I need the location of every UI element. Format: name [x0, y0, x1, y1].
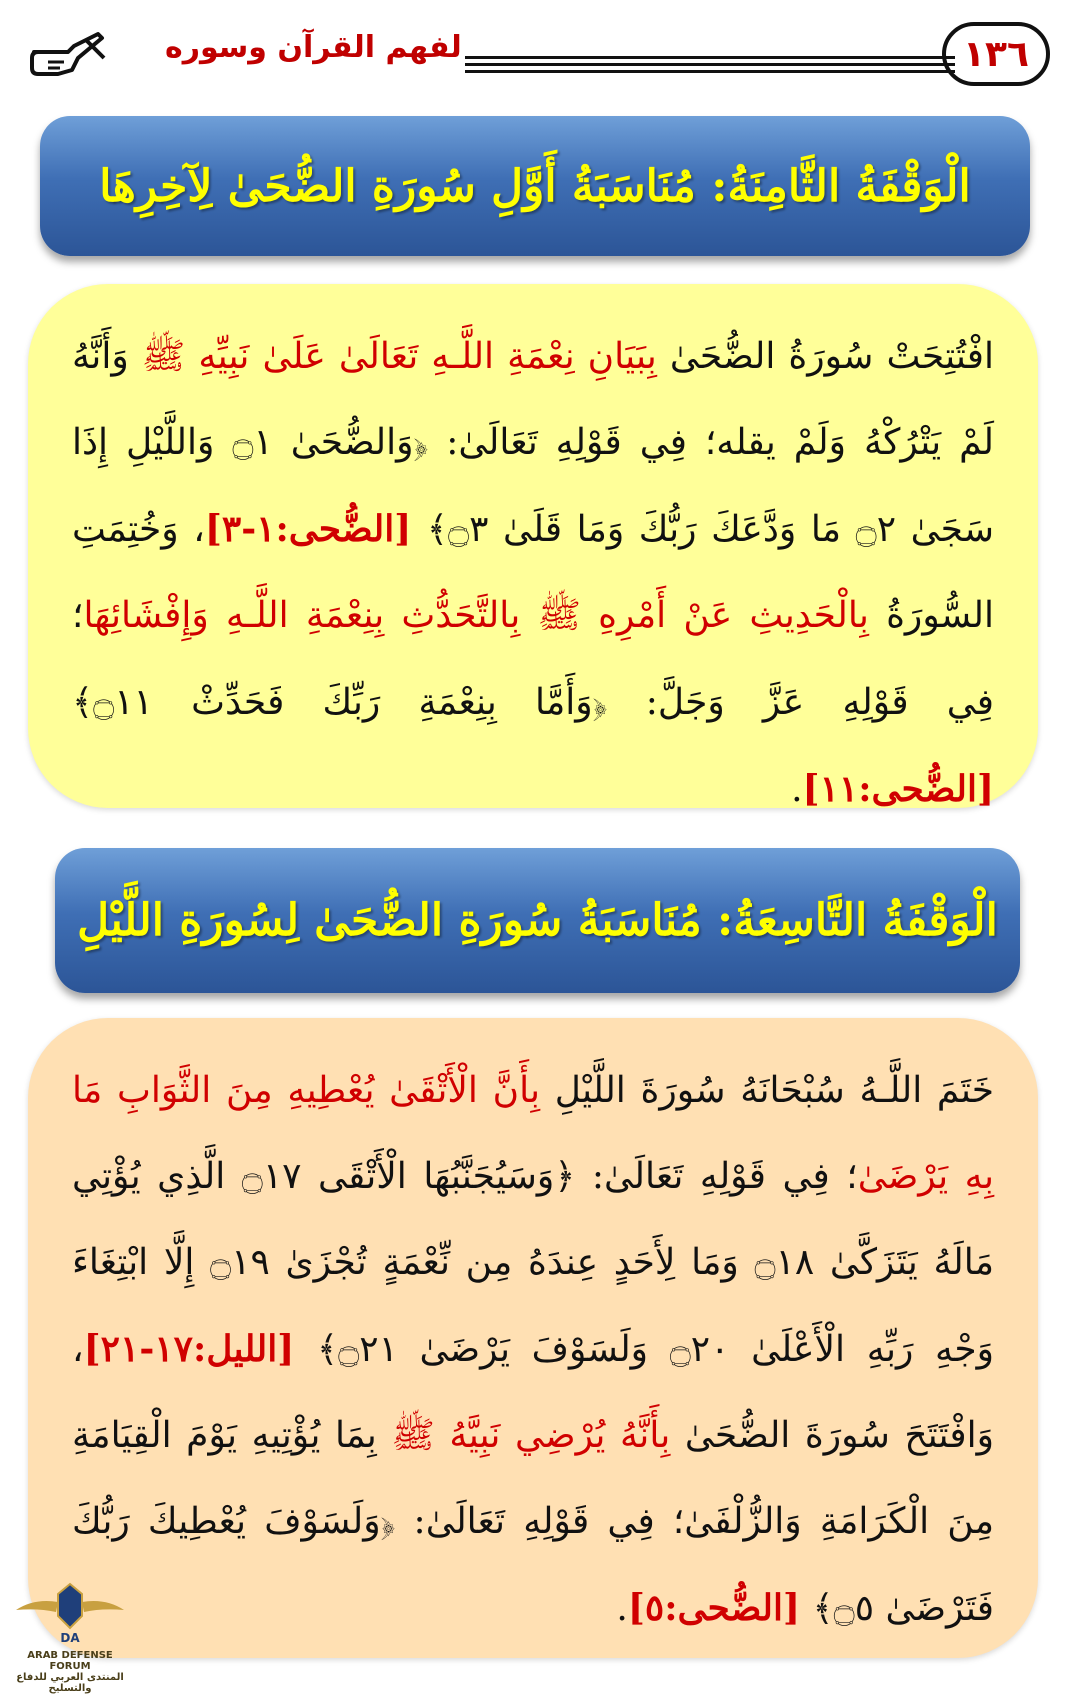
page-header — [0, 0, 1080, 110]
paragraph — [72, 1048, 994, 1652]
content-panel — [28, 1018, 1038, 1658]
quran-verse: ﴿وَأَمَّا بِنِعْمَةِ رَبِّكَ فَحَدِّثْ ۝١١﴾ — [72, 682, 608, 723]
text-run: ؛ فِي قَوْلِهِ تَعَالَىٰ: — [575, 1156, 858, 1197]
content-panel — [28, 284, 1038, 808]
eagle-emblem-icon — [10, 1576, 130, 1646]
quran-verse: ﴿وَسَيُجَنَّبُهَا الْأَتْقَى ۝١٧ الَّذِي يُؤْتِي مَالَهُ يَتَزَكَّىٰ ۝١٨ وَمَا لِأَحَدٍ عِندَهُ مِن نِّعْمَةٍ تُجْزَىٰ ۝١٩ إِلَّا ابْتِغَاءَ وَجْهِ رَبِّهِ الْأَعْلَىٰ ۝٢٠ وَلَسَوْفَ يَرْضَىٰ ۝٢١﴾ — [72, 1156, 994, 1370]
section-title: الْوَقْفَةُ التَّاسِعَةُ: مُنَاسَبَةُ سُورَةِ الضُّحَىٰ لِسُورَةِ اللَّيْلِ — [77, 895, 998, 946]
text-run: بِمَا يُؤْتِيهِ يَوْمَ الْقِيَامَةِ مِنَ الْكَرَامَةِ وَالزُّلْفَىٰ؛ فِي قَوْلِهِ تَعَالَىٰ: — [72, 1415, 994, 1542]
text-run: ؛ فِي قَوْلِهِ عَزَّ وَجَلَّ: — [72, 595, 994, 723]
logo-initials: DA — [60, 1631, 80, 1645]
highlighted-text: بِالْحَدِيثِ عَنْ أَمْرِهِ ﷺ بِالتَّحَدُّثِ بِنِعْمَةِ اللَّـهِ وَإِفْشَائِهَا — [83, 595, 869, 636]
writing-hand-icon — [28, 30, 108, 86]
section-title-bar — [55, 848, 1020, 993]
header-rule — [465, 63, 955, 66]
text-run: ، وَخُتِمَتِ السُّورَةُ — [72, 509, 994, 636]
highlighted-text: بِأَنَّ الْأَتْقَىٰ يُعْطِيهِ مِنَ الثَّوَابِ مَا بِهِ يَرْضَىٰ — [72, 1070, 994, 1197]
book-title: لفهم القرآن وسوره — [165, 30, 462, 65]
header-rule — [465, 70, 955, 73]
section-title: الْوَقْفَةُ الثَّامِنَةُ: مُنَاسَبَةُ أَوَّلِ سُورَةِ الضُّحَىٰ لِآخِرِهَا — [99, 160, 971, 212]
text-run: وَأَنَّهُ لَمْ يَتْرُكْهُ وَلَمْ يقله؛ فِي قَوْلِهِ تَعَالَىٰ: — [72, 336, 994, 463]
highlighted-text: بِأَنَّهُ يُرْضِي نَبِيَّهُ ﷺ — [391, 1415, 671, 1456]
text-run: خَتَمَ اللَّـهُ سُبْحَانَهُ سُورَةَ اللَّيْلِ — [540, 1070, 994, 1111]
header-rule — [465, 56, 955, 59]
quran-verse: ﴿وَالضُّحَىٰ ۝١ وَاللَّيْلِ إِذَا سَجَىٰ ۝٢ مَا وَدَّعَكَ رَبُّكَ وَمَا قَلَىٰ ۝٣﴾ — [72, 422, 995, 550]
paragraph — [72, 314, 994, 833]
verse-reference: [الضُّحى:١-٣] — [204, 508, 427, 550]
verse-reference: [الضُّحى:٥] — [627, 1587, 813, 1629]
verse-reference: [الليل:١٧-٢١] — [83, 1328, 318, 1370]
verse-reference: [الضُّحى:١١] — [802, 768, 994, 810]
text-run: ، وَافْتَتَحَ سُورَةَ الضُّحَىٰ — [72, 1329, 994, 1456]
forum-name-en: ARAB DEFENSE FORUM — [27, 1650, 113, 1672]
section-title-bar — [40, 116, 1030, 256]
forum-watermark-logo — [10, 1576, 130, 1694]
page-number: ١٣٦ — [942, 22, 1050, 86]
text-run: افْتُتِحَتْ سُورَةُ الضُّحَىٰ — [656, 336, 995, 377]
forum-name-ar: المنتدى العربي للدفاع والتسليح — [16, 1672, 124, 1694]
highlighted-text: بِبَيَانِ نِعْمَةِ اللَّـهِ تَعَالَىٰ عَلَىٰ نَبِيِّهِ ﷺ — [141, 336, 657, 377]
text-run: . — [791, 769, 803, 810]
quran-verse: ﴿وَلَسَوْفَ يُعْطِيكَ رَبُّكَ فَتَرْضَىٰ ۝٥﴾ — [72, 1501, 994, 1629]
text-run: . — [616, 1588, 628, 1629]
